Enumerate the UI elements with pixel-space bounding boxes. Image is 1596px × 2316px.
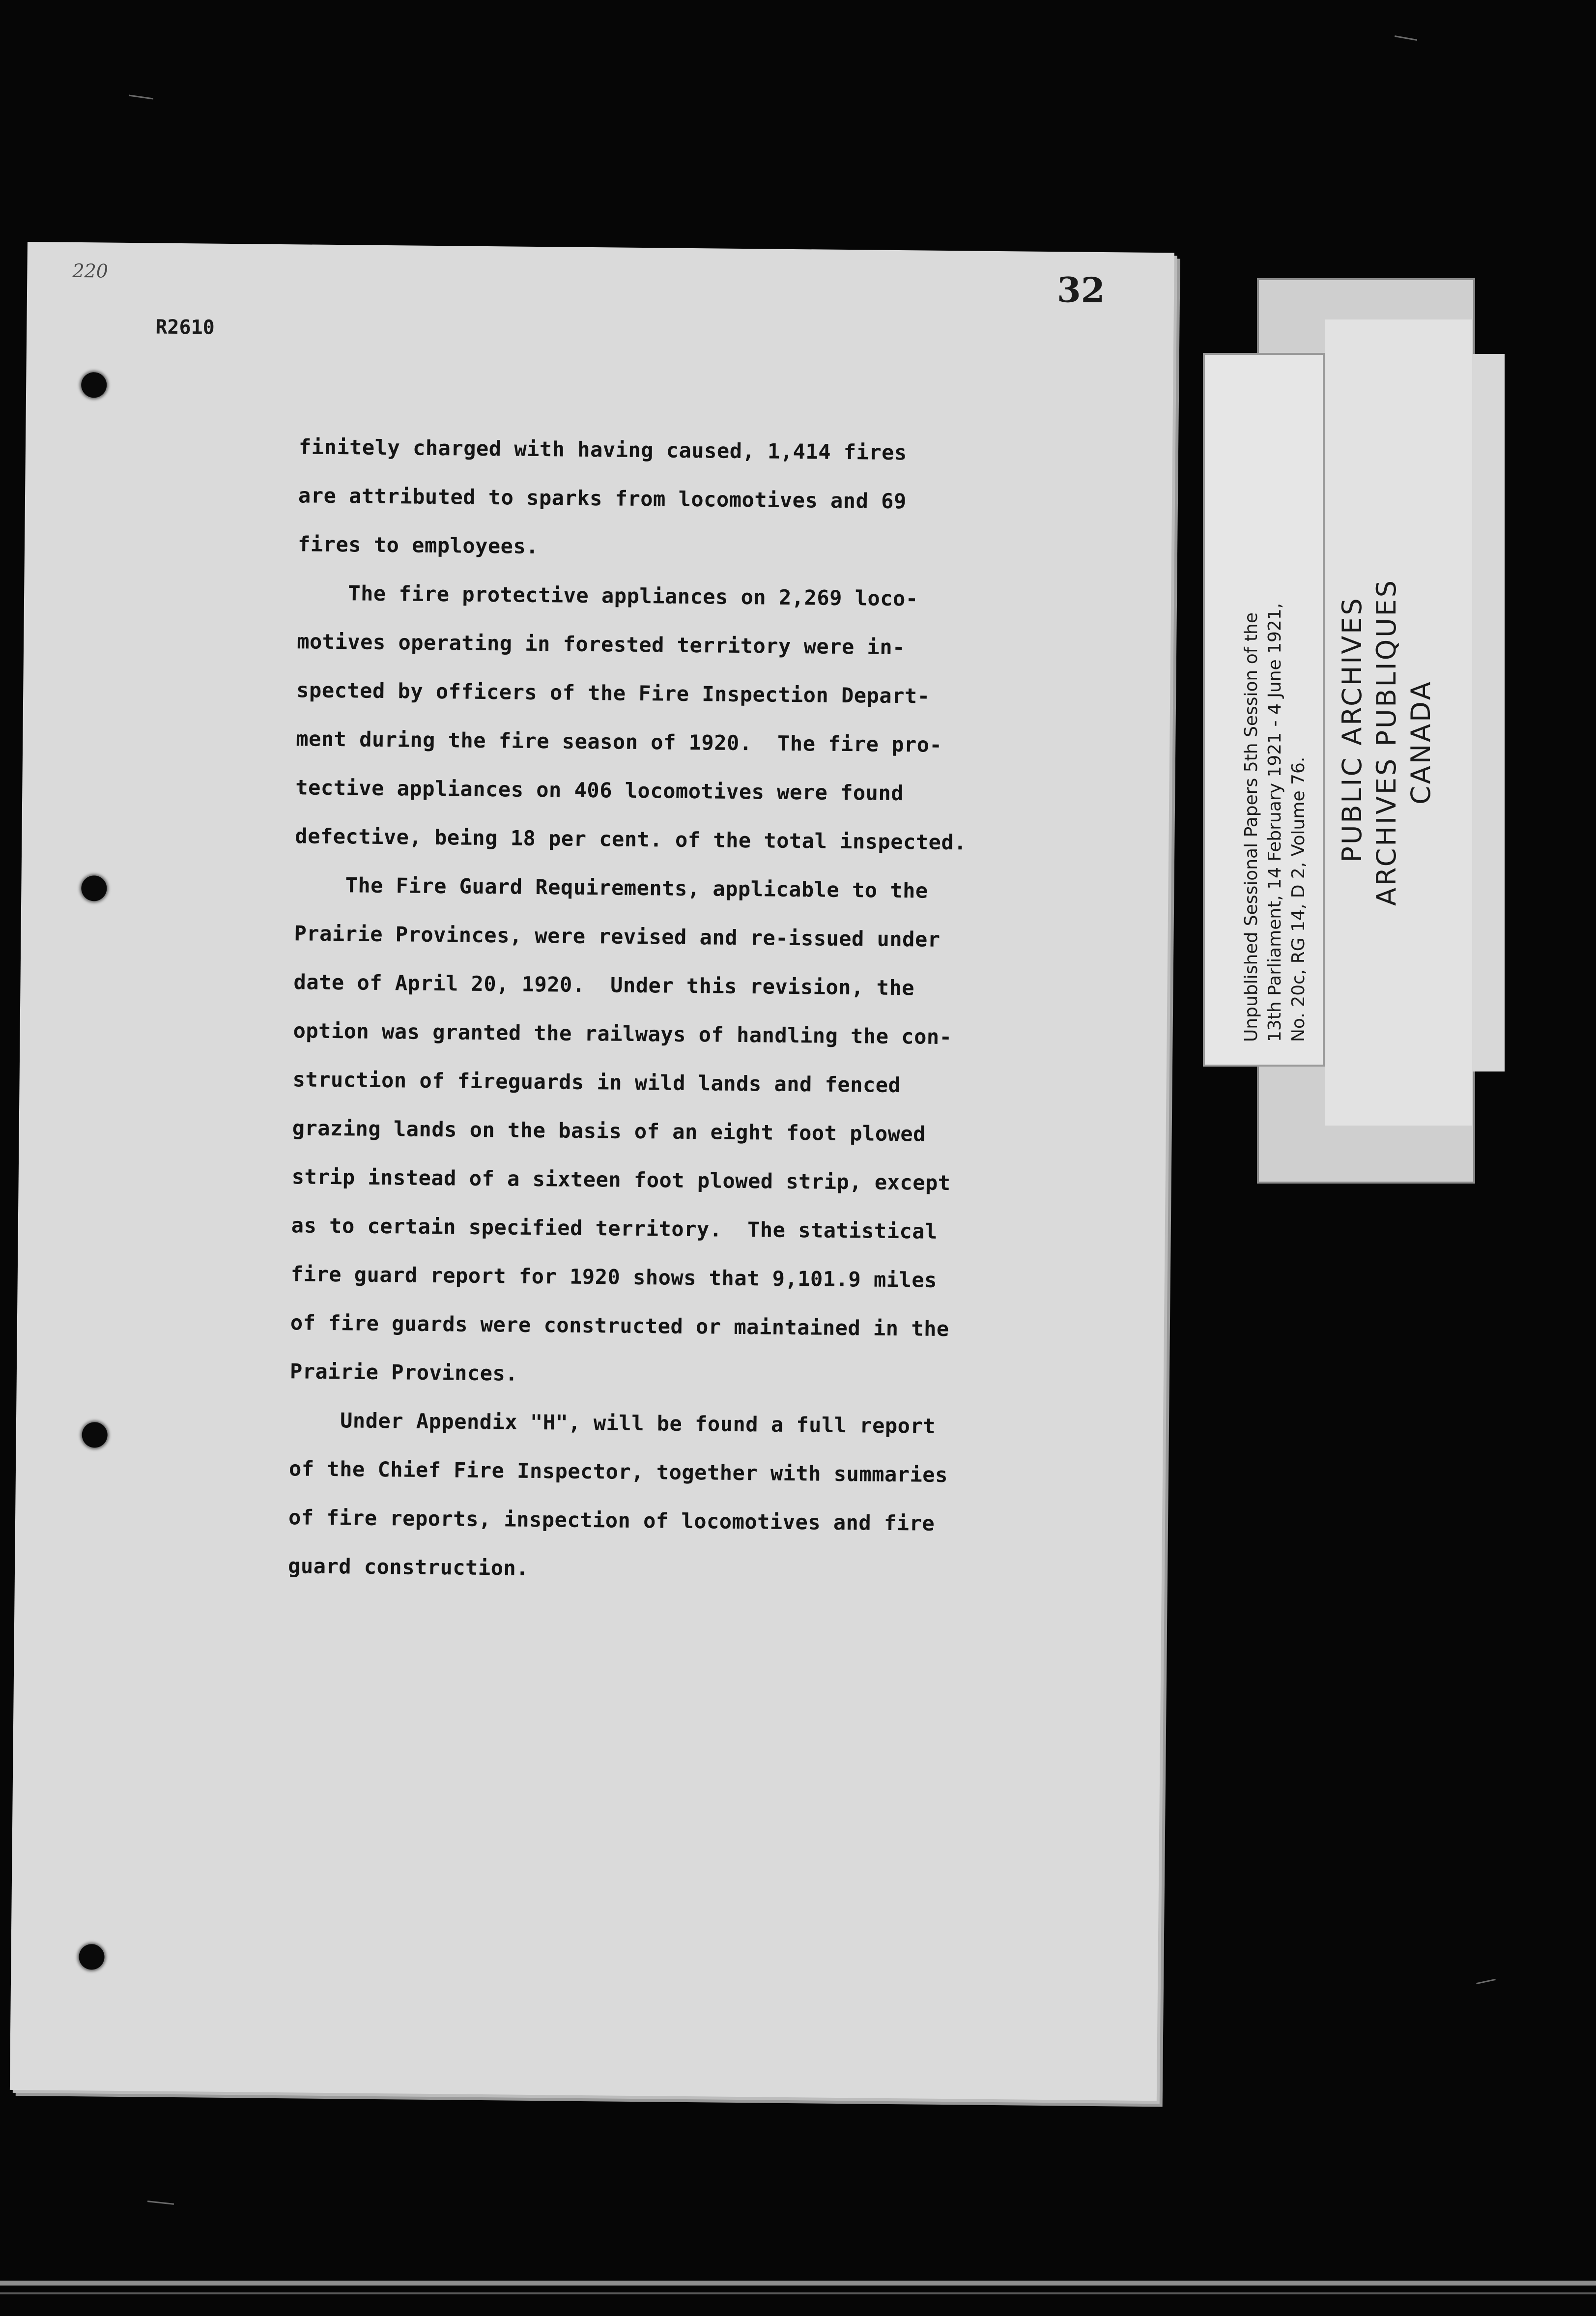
text-line: of the Chief Fire Inspector, together with summaries — [288, 1456, 948, 1487]
text-line: The fire protective appliances on 2,269 loco- — [297, 580, 918, 611]
punch-hole — [79, 1944, 104, 1969]
text-line: The Fire Guard Requirements, applicable to the — [294, 872, 928, 903]
text-line: of fire guards were constructed or maintained in the — [290, 1310, 949, 1341]
punch-hole — [81, 372, 107, 398]
text-line: motives operating in forested territory were in- — [296, 629, 906, 660]
film-scratch — [1395, 35, 1417, 41]
film-scratch — [147, 2200, 174, 2205]
text-line: Under Appendix "H", will be found a full report — [289, 1408, 936, 1438]
text-line: tective appliances on 406 locomotives were found — [295, 775, 904, 806]
archive-stamp-line: PUBLIC ARCHIVES — [1337, 596, 1368, 863]
citation-line: No. 20c, RG 14, D 2, Volume 76. — [1288, 756, 1309, 1042]
text-line: spected by officers of the Fire Inspection Depart- — [296, 678, 930, 708]
film-edge-band — [0, 2292, 1596, 2294]
film-scratch — [1476, 1979, 1496, 1984]
citation-line: Unpublished Sessional Papers 5th Session of the — [1241, 612, 1261, 1042]
text-line: as to certain specified territory. The statistical — [291, 1213, 938, 1244]
text-line: guard construction. — [287, 1554, 529, 1580]
text-line: ment during the fire season of 1920. The fire pro- — [296, 726, 942, 757]
archive-stamp-line: ARCHIVES PUBLIQUES — [1371, 578, 1402, 906]
text-line: finitely charged with having caused, 1,414 fires — [298, 434, 907, 465]
file-reference: R2610 — [155, 316, 215, 339]
text-line: defective, being 18 per cent. of the total inspected. — [295, 824, 967, 855]
citation-line: 13th Parliament, 14 February 1921 - 4 June 1921, — [1265, 603, 1285, 1042]
film-edge-band — [0, 2281, 1596, 2286]
text-line: struction of fireguards in wild lands and fenced — [292, 1067, 901, 1098]
text-line: are attributed to sparks from locomotives and 69 — [298, 483, 907, 514]
text-line: date of April 20, 1920. Under this revision, the — [293, 970, 915, 1000]
body-text — [288, 422, 1066, 1597]
text-line: grazing lands on the basis of an eight foot plowed — [292, 1116, 926, 1146]
document-page — [10, 242, 1174, 2101]
film-scratch — [129, 95, 153, 100]
punch-hole — [82, 1422, 107, 1448]
text-line: fire guard report for 1920 shows that 9,101.9 miles — [290, 1262, 938, 1292]
text-line: strip instead of a sixteen foot plowed strip, except — [291, 1164, 951, 1195]
text-line: Prairie Provinces, were revised and re-issued under — [294, 921, 940, 952]
archive-stamp-line: CANADA — [1405, 680, 1436, 805]
punch-hole — [81, 875, 107, 901]
text-line: option was granted the railways of handling the con- — [293, 1018, 952, 1049]
handwritten-page-number: 220 — [72, 260, 109, 282]
text-line: Prairie Provinces. — [289, 1359, 518, 1386]
page-number: 32 — [1056, 269, 1105, 311]
text-line: of fire reports, inspection of locomotives and fire — [288, 1505, 935, 1535]
text-line: fires to employees. — [297, 532, 539, 559]
